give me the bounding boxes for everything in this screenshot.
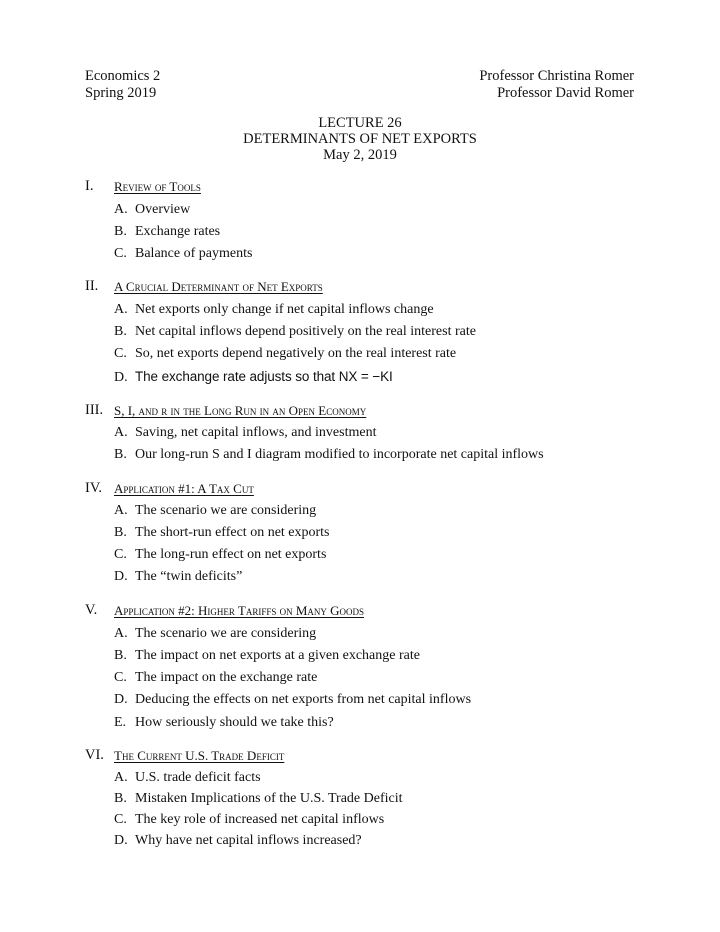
item-letter: B. [114, 525, 127, 540]
section-title: Application #1: A Tax Cut [114, 481, 254, 496]
lecture-date: May 2, 2019 [323, 147, 397, 163]
outline-item [114, 345, 456, 362]
item-text: Balance of payments [135, 246, 253, 261]
item-text: Net exports only change if net capital inflows change [135, 302, 434, 317]
item-text: Our long-run S and I diagram modified to incorporate net capital inflows [135, 447, 544, 462]
outline-item [114, 368, 393, 386]
item-letter: C. [114, 670, 127, 685]
item-text: The impact on net exports at a given exchange rate [135, 648, 420, 663]
item-letter: D. [114, 692, 128, 707]
outline-item [114, 424, 376, 441]
term: Spring 2019 [85, 85, 157, 101]
outline-item [114, 832, 362, 849]
section-title: The Current U.S. Trade Deficit [114, 748, 285, 763]
professor-2: Professor David Romer [497, 85, 634, 101]
outline-item [114, 223, 220, 240]
outline-item [114, 323, 476, 340]
item-text: The impact on the exchange rate [135, 670, 318, 685]
outline-item [114, 714, 334, 731]
lecture-number: LECTURE 26 [318, 115, 402, 131]
item-text: Mistaken Implications of the U.S. Trade Deficit [135, 791, 403, 806]
item-text: The short-run effect on net exports [135, 525, 330, 540]
section-numeral: I. [85, 178, 94, 194]
professor-1: Professor Christina Romer [479, 68, 634, 84]
outline-item [114, 546, 326, 563]
item-text: Overview [135, 202, 191, 217]
item-letter: E. [114, 715, 127, 730]
outline-item [114, 446, 544, 463]
item-text: Why have net capital inflows increased? [135, 833, 362, 848]
item-text: The key role of increased net capital inflows [135, 812, 385, 827]
section-numeral: IV. [85, 480, 103, 496]
item-letter: B. [114, 648, 127, 663]
item-letter: A. [114, 626, 128, 641]
outline-item [114, 301, 434, 318]
outline-item [114, 502, 316, 519]
item-letter: A. [114, 425, 128, 440]
outline-item [114, 625, 316, 642]
item-letter: A. [114, 302, 128, 317]
item-text: The scenario we are considering [135, 503, 317, 518]
outline-item [114, 647, 420, 664]
lecture-topic: DETERMINANTS OF NET EXPORTS [243, 131, 477, 147]
item-text: The “twin deficits” [135, 569, 243, 584]
outline-item [114, 245, 252, 262]
item-text: The long-run effect on net exports [135, 547, 327, 562]
item-letter: B. [114, 791, 127, 806]
item-letter: C. [114, 812, 127, 827]
section-numeral: VI. [85, 747, 104, 763]
item-letter: D. [114, 370, 128, 385]
item-letter: B. [114, 447, 127, 462]
section-numeral: III. [85, 402, 104, 418]
item-letter: A. [114, 770, 128, 785]
outline-item [114, 524, 330, 541]
outline-item [114, 769, 261, 786]
outline-item [114, 568, 242, 585]
section-numeral: II. [85, 278, 99, 294]
item-text: Deducing the effects on net exports from net capital inflows [135, 692, 472, 707]
item-text: Saving, net capital inflows, and investment [135, 425, 377, 440]
outline-item [114, 811, 384, 828]
item-letter: B. [114, 324, 127, 339]
item-text: So, net exports depend negatively on the real interest rate [135, 346, 457, 361]
course-name: Economics 2 [85, 68, 161, 84]
item-text: The scenario we are considering [135, 626, 317, 641]
outline-item [114, 669, 317, 686]
item-text: U.S. trade deficit facts [135, 770, 261, 785]
section-numeral: V. [85, 602, 98, 618]
item-text: Exchange rates [135, 224, 221, 239]
item-letter: A. [114, 202, 128, 217]
outline-item [114, 691, 471, 708]
outline-item [114, 790, 403, 807]
outline-item [114, 201, 190, 218]
item-text: Net capital inflows depend positively on the real interest rate [135, 324, 476, 339]
section-title: Application #2: Higher Tariffs on Many Goods [114, 603, 365, 618]
item-text: The exchange rate adjusts so that NX = −KI [135, 369, 393, 384]
item-letter: C. [114, 246, 127, 261]
section-title: S, I, and r in the Long Run in an Open Economy [114, 403, 367, 418]
item-text: How seriously should we take this? [135, 715, 334, 730]
item-letter: C. [114, 346, 127, 361]
item-letter: C. [114, 547, 127, 562]
section-title: Review of Tools [114, 179, 201, 194]
item-letter: B. [114, 224, 127, 239]
section-title: A Crucial Determinant of Net Exports [114, 279, 323, 294]
item-letter: D. [114, 569, 128, 584]
item-letter: A. [114, 503, 128, 518]
item-letter: D. [114, 833, 128, 848]
